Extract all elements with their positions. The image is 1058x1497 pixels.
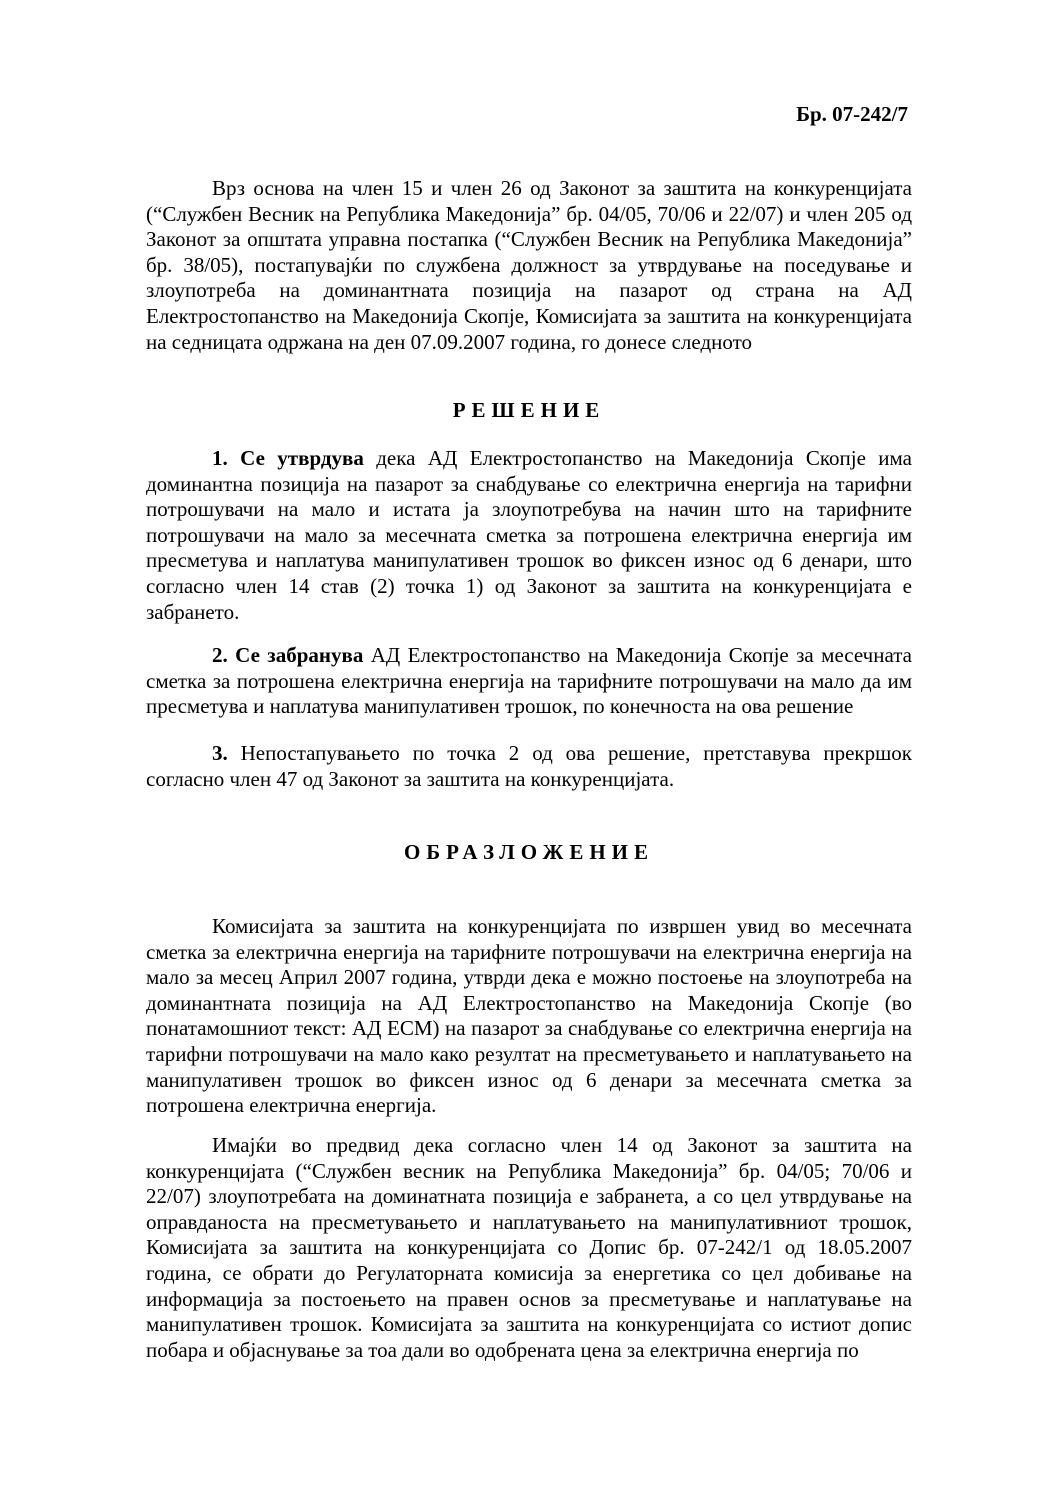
- decision-item-lead: 3.: [212, 741, 228, 765]
- reasoning-paragraph-1: Комисијата за заштита на конкуренцијата по извршен увид во месечната сметка за електрична енергија на тарифните потрошувачи на електрична енергија на мало за месец Април 2007 година, утврди дека е можно постоење на злоупотреба на доминантната позиција на АД Електростопанство на Македонија Скопје (во понатамошниот текст: АД ЕСМ) на пазарот за снабдување со електрична енергија на тарифни потрошувачи на мало како резултат на пресметувањето и наплатувањето на манипулативен трошок во фиксен износ од 6 денари за месечната сметка за потрошена електрична енергија.: [146, 914, 912, 1118]
- decision-heading: РЕШЕНИЕ: [452, 398, 606, 422]
- reasoning-paragraph-2: Имајќи во предвид дека согласно член 14 од Законот за заштита на конкуренцијата (“Службен весник на Република Македонија” бр. 04/05; 70/06 и 22/07) злоупотребата на доминатната позиција е забранета, а со цел утврдување на оправданоста на пресметувањето и наплатувањето на манипулативниот трошок, Комисијата за заштита на конкуренцијата со Допис бр. 07-242/1 од 18.05.2007 година, се обрати до Регулаторната комисија за енергетика со цел добивање на информација за постоењето на правен основ за пресметување и наплатување на манипулативен трошок. Комисијата за заштита на конкуренцијата со истиот допис побара и објаснување за тоа дали во одобрената цена за електрична енергија по: [146, 1133, 912, 1362]
- decision-item-2: [146, 643, 912, 720]
- intro-paragraph: Врз основа на член 15 и член 26 од Законот за заштита на конкуренцијата (“Службен Весник на Република Македонија” бр. 04/05, 70/06 и 22/07) и член 205 од Законот за општата управна постапка (“Службен Весник на Република Македонија” бр. 38/05), постапувајќи по службена должност за утврдување на поседување и злоупотреба на доминантната позиција на пазарот од страна на АД Електростопанство на Македонија Скопје, Комисијата за заштита на конкуренцијата на седницата одржана на ден 07.09.2007 година, го донесе следното: [146, 176, 912, 354]
- decision-item-text: АД Електростопанство на Македонија Скопје за месечната сметка за потрошена електрична енергија на тарифните потрошувачи на мало да им пресметува и наплатува манипулативен трошок, по конечноста на ова решение: [146, 643, 912, 719]
- decision-item-lead: 2. Се забранува: [212, 643, 364, 667]
- document-number: Бр. 07-242/7: [796, 102, 908, 126]
- reasoning-heading: ОБРАЗЛОЖЕНИЕ: [403, 840, 655, 864]
- decision-item-3: [146, 741, 912, 792]
- decision-item-lead: 1. Се утврдува: [212, 446, 364, 470]
- decision-item-text: дека АД Електростопанство на Македонија Скопје има доминантна позиција на пазарот за снабдување со електрична енергија на тарифни потрошувачи на мало и истата ја злоупотребува на начин што на тарифните потрошувачи на мало за месечната сметка за потрошена електрична енергија им пресметува и наплатува манипулативен трошок во фиксен износ од 6 денари, што согласно член 14 став (2) точка 1) од Законот за заштита на конкуренцијата е забрането.: [146, 446, 912, 624]
- decision-item-1: [146, 446, 912, 625]
- decision-item-text: Непостапувањето по точка 2 од ова решение, претставува прекршок согласно член 47 од Законот за заштита на конкуренцијата.: [146, 741, 912, 791]
